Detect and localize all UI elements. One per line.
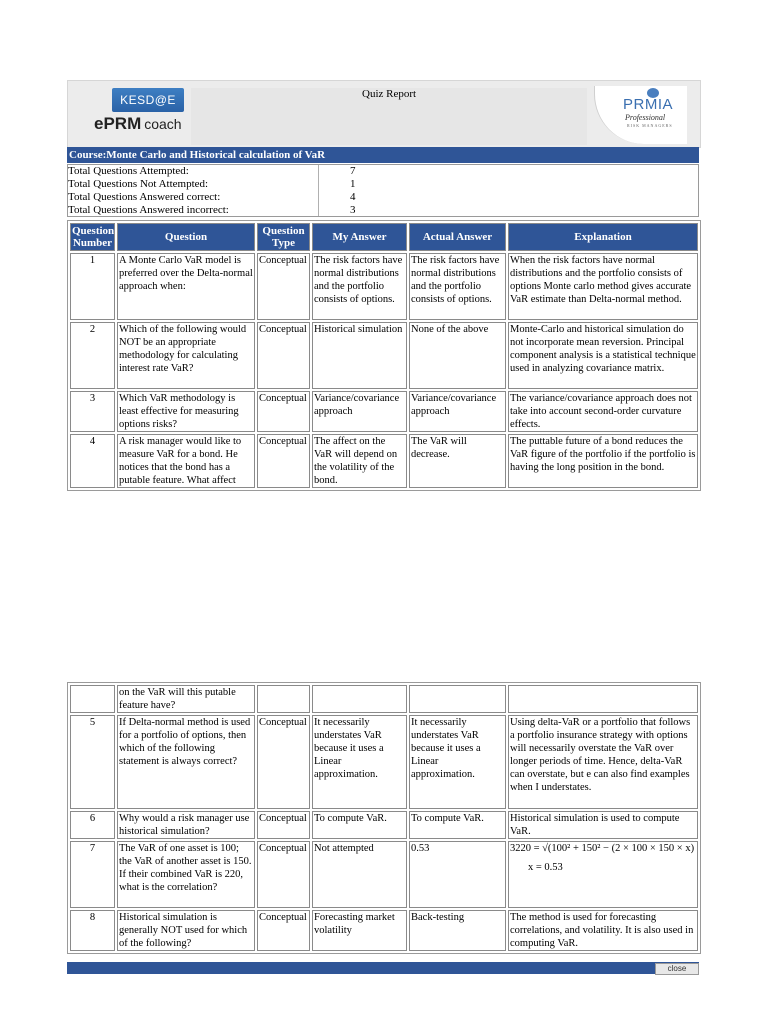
question-text: Why would a risk manager use historical simulation?: [117, 811, 255, 839]
my-answer: Forecasting market volatility: [312, 910, 407, 951]
question-text-continued: on the VaR will this putable feature have?: [117, 685, 255, 713]
formula-line: 3220 = √(100² + 150² − (2 × 100 × 150 × x): [510, 843, 695, 854]
my-answer: To compute VaR.: [312, 811, 407, 839]
table-row: [70, 253, 698, 320]
page-title: Quiz Report: [362, 88, 417, 100]
stat-label: Total Questions Attempted:: [68, 165, 189, 177]
question-number: 8: [70, 910, 115, 951]
table-row: [70, 434, 698, 488]
question-number: 3: [70, 391, 115, 432]
actual-answer: Back-testing: [409, 910, 506, 951]
stat-label: Total Questions Not Attempted:: [68, 178, 209, 190]
actual-answer: The VaR will decrease.: [409, 434, 506, 488]
explanation: The variance/covariance approach does not take into account second-order curvature effects.: [508, 391, 698, 432]
actual-answer: The risk factors have normal distributions and the portfolio consists of options.: [409, 253, 506, 320]
question-number: 7: [70, 841, 115, 908]
table-row: [70, 391, 698, 432]
empty-cell: [409, 685, 506, 713]
table-row: [70, 715, 698, 809]
my-answer: Historical simulation: [312, 322, 407, 389]
stat-value: 4: [350, 191, 356, 203]
question-number-empty: [70, 685, 115, 713]
question-text: Which VaR methodology is least effective for measuring options risks?: [117, 391, 255, 432]
actual-answer: Variance/covariance approach: [409, 391, 506, 432]
prmia-name: PRMIA: [623, 96, 674, 113]
question-type: Conceptual: [257, 253, 310, 320]
question-text: A Monte Carlo VaR model is preferred over the Delta-normal approach when:: [117, 253, 255, 320]
question-text: The VaR of one asset is 100; the VaR of another asset is 150. If their combined VaR is 220, what is the correlation?: [117, 841, 255, 908]
explanation: Historical simulation is used to compute VaR.: [508, 811, 698, 839]
question-type: Conceptual: [257, 322, 310, 389]
stat-value: 1: [350, 178, 356, 190]
question-number: 6: [70, 811, 115, 839]
question-number: 4: [70, 434, 115, 488]
question-type: Conceptual: [257, 910, 310, 951]
prmia-subtitle: RISK MANAGERS: [627, 123, 673, 128]
col-question-type: Question Type: [257, 223, 310, 251]
stat-value: 3: [350, 204, 356, 216]
question-text: A risk manager would like to measure VaR for a bond. He notices that the bond has a putable feature. What affect: [117, 434, 255, 488]
table-row: [70, 910, 698, 951]
empty-cell: [508, 685, 698, 713]
explanation-formula: [508, 841, 698, 908]
question-type: Conceptual: [257, 841, 310, 908]
explanation: When the risk factors have normal distributions and the portfolio consists of options Monte carlo method gives accurate VaR estimate than Delta-normal method.: [508, 253, 698, 320]
actual-answer: It necessarily understates VaR because it uses a Linear approximation.: [409, 715, 506, 809]
question-text: Historical simulation is generally NOT used for which of the following?: [117, 910, 255, 951]
col-my-answer: My Answer: [312, 223, 407, 251]
question-text: If Delta-normal method is used for a portfolio of options, then which of the following statement is always correct?: [117, 715, 255, 809]
eprm-logo-text: ePRM: [94, 114, 142, 133]
kesdee-logo: KESD@E: [112, 88, 184, 112]
close-button[interactable]: close: [655, 963, 699, 975]
explanation: The puttable future of a bond reduces the VaR figure of the portfolio if the portfolio is having the long position in the bond.: [508, 434, 698, 488]
question-text: Which of the following would NOT be an appropriate methodology for calculating interest rate VaR?: [117, 322, 255, 389]
quiz-table-page1: [67, 220, 701, 491]
question-type: Conceptual: [257, 434, 310, 488]
prmia-tagline: Professional: [625, 113, 666, 122]
table-row: [70, 322, 698, 389]
actual-answer: 0.53: [409, 841, 506, 908]
course-title: Course:Monte Carlo and Historical calculation of VaR: [67, 147, 699, 163]
question-number: 1: [70, 253, 115, 320]
col-question-number: Question Number: [72, 225, 115, 249]
col-actual-answer: Actual Answer: [409, 223, 506, 251]
explanation: The method is used for forecasting correlations, and volatility. It is also used in computing VaR.: [508, 910, 698, 951]
stat-label: Total Questions Answered incorrect:: [68, 204, 229, 216]
stats-box: [67, 164, 699, 217]
empty-cell: [257, 685, 310, 713]
eprm-coach-text: coach: [144, 116, 182, 132]
my-answer: Variance/covariance approach: [312, 391, 407, 432]
stat-value: 7: [350, 165, 356, 177]
stat-incorrect: [68, 204, 698, 217]
question-type: Conceptual: [257, 391, 310, 432]
actual-answer: To compute VaR.: [409, 811, 506, 839]
explanation: Monte-Carlo and historical simulation do not incorporate mean reversion. Principal component analysis is a statistical technique used in analyzing covariance matrix.: [508, 322, 698, 389]
col-explanation: Explanation: [508, 223, 698, 251]
table-row-continued: [70, 685, 698, 713]
stat-label: Total Questions Answered correct:: [68, 191, 221, 203]
my-answer: The risk factors have normal distributions and the portfolio consists of options.: [312, 253, 407, 320]
stat-not-attempted: [68, 178, 698, 191]
my-answer: Not attempted: [312, 841, 407, 908]
explanation: Using delta-VaR or a portfolio that follows a portfolio insurance strategy with options will necessarily overstate the VaR over longer periods of time. Hence, delta-VaR can overstate, but e can also find examples when I understates.: [508, 715, 698, 809]
stat-correct: [68, 191, 698, 204]
empty-cell: [312, 685, 407, 713]
table-header-row: [70, 223, 698, 251]
col-question: Question: [117, 223, 255, 251]
question-number: 5: [70, 715, 115, 809]
question-type: Conceptual: [257, 715, 310, 809]
formula-result: x = 0.53: [528, 862, 563, 873]
stat-attempted: [68, 165, 698, 178]
my-answer: The affect on the VaR will depend on the volatility of the bond.: [312, 434, 407, 488]
actual-answer: None of the above: [409, 322, 506, 389]
my-answer: It necessarily understates VaR because it uses a Linear approximation.: [312, 715, 407, 809]
table-row: [70, 841, 698, 908]
table-row: [70, 811, 698, 839]
footer-bar: [67, 962, 699, 974]
eprm-coach-logo: [94, 114, 182, 134]
question-type: Conceptual: [257, 811, 310, 839]
question-number: 2: [70, 322, 115, 389]
quiz-table-page2: [67, 682, 701, 954]
